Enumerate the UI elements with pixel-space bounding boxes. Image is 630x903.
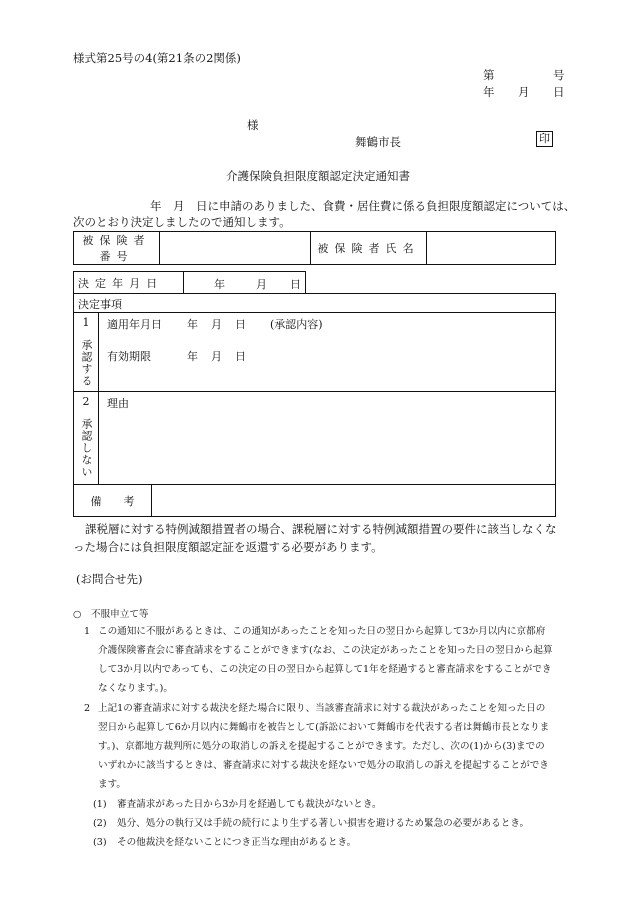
appeal-item-1-line-1: この通知に不服があるときは、この通知があったことを知った日の翌日から起算して3か月以内に京都府 — [98, 626, 546, 637]
intro-line-1: 年 月 日に申請のありました、食費・居住費に係る負担限度額認定については、 — [150, 199, 576, 213]
insured-name-label — [311, 232, 427, 265]
reject-number: 2 — [82, 395, 90, 408]
tax-note-line-1: 課税層に対する特例減額措置者の場合、課税層に対する特例減額措置の要件に該当しなくな — [85, 522, 557, 536]
appeal-sub-item-text: その他裁決を経ないことにつき正当な理由があるとき。 — [117, 837, 357, 848]
valid-period-label: 有効期限 — [107, 350, 151, 363]
application-month: 月 — [211, 318, 222, 331]
appeal-sub-item-text: 審査請求があった日から3か月を経過しても裁決がないとき。 — [117, 799, 382, 810]
decision-month: 月 — [256, 278, 267, 291]
insured-info-table — [73, 231, 556, 265]
decision-matters-header: 決定事項 — [74, 294, 556, 313]
reason-label: 理由 — [107, 397, 129, 410]
insured-number-label-text: 被保険者番号 — [82, 234, 151, 263]
seal-mark: 印 — [536, 131, 553, 147]
insured-name-field[interactable] — [427, 232, 556, 265]
reject-cell — [74, 392, 99, 485]
appeal-item-1-number: 1 — [84, 626, 91, 637]
appeal-item-2-line-2: 翌日から起算して6か月以内に舞鶴市を被告として(訴訟において舞鶴市を代表する者は舞鶴市長となりま — [98, 722, 550, 733]
tax-note-line-2: った場合には負担限度額認定証を返還する必要があります。 — [73, 540, 383, 554]
issue-month: 月 — [518, 85, 530, 99]
insured-name-label-text: 被保険者氏名 — [317, 242, 420, 255]
valid-day: 日 — [235, 350, 246, 363]
decision-matters-table — [73, 293, 556, 517]
recipient-suffix: 様 — [247, 118, 259, 132]
remarks-label-text: 備 考 — [90, 494, 135, 508]
approve-cell — [74, 313, 99, 392]
appeal-item-1 — [84, 622, 604, 698]
application-date-label: 適用年月日 — [107, 318, 162, 331]
decision-day: 日 — [290, 278, 301, 291]
application-year: 年 — [187, 318, 198, 331]
insured-number-label — [74, 232, 160, 265]
issue-year: 年 — [483, 85, 495, 99]
appeal-sub-item-number: (2) — [93, 818, 107, 829]
document-title: 介護保険負担限度額認定決定通知書 — [226, 169, 410, 183]
approve-content[interactable] — [99, 313, 556, 392]
appeal-item-2-line-5: ます。 — [98, 779, 127, 790]
appeal-sub-items — [93, 795, 613, 852]
appeal-item-2-number: 2 — [84, 703, 91, 714]
remarks-row[interactable] — [74, 485, 556, 517]
appeal-sub-item-number: (1) — [93, 799, 107, 810]
approval-content-label: (承認内容) — [270, 318, 323, 331]
appeal-sub-item — [93, 795, 613, 814]
decision-date-table — [73, 271, 306, 294]
appeal-heading: ○ 不服申立て等 — [73, 609, 149, 620]
appeal-sub-item — [93, 833, 613, 852]
appeal-item-2-line-4: いずれかに該当するときは、審査請求に対する裁決を経ないで処分の取消しの訴えを提起することができ — [98, 760, 549, 771]
decision-date-label-text: 決定年月日 — [78, 276, 164, 290]
appeal-item-1-line-3: して3か月以内であっても、この決定の日の翌日から起算して1年を経過すると審査請求をすることができ — [98, 664, 552, 675]
appeal-item-2 — [84, 699, 604, 794]
valid-year: 年 — [187, 350, 198, 363]
appeal-sub-item-number: (3) — [93, 837, 107, 848]
decision-date-label — [74, 272, 184, 294]
issue-day: 日 — [553, 85, 565, 99]
application-day: 日 — [235, 318, 246, 331]
appeal-sub-item — [93, 814, 613, 833]
reject-content[interactable] — [99, 392, 556, 485]
approve-label: 承認する — [80, 339, 93, 387]
appeal-sub-item-text: 処分、処分の執行又は手続の続行により生ずる著しい損害を避けるため緊急の必要があるとき。 — [117, 818, 530, 829]
decision-year: 年 — [214, 278, 225, 291]
remarks-label — [74, 485, 152, 516]
form-id: 様式第25号の4(第21条の2関係) — [73, 51, 241, 65]
tax-note — [73, 520, 573, 556]
contact-label: (お問合せ先) — [76, 572, 143, 586]
remarks-field[interactable] — [152, 485, 555, 516]
intro-line-2: 次のとおり決定しましたので通知します。 — [73, 215, 291, 229]
document-number-suffix: 号 — [553, 68, 565, 82]
appeal-item-1-line-4: なくなります。)。 — [98, 683, 173, 694]
decision-date-field[interactable] — [184, 272, 306, 294]
reject-label: 承認しない — [80, 418, 93, 478]
appeal-item-1-line-2: 介護保険審査会に審査請求をすることができます(なお、この決定があったことを知った日の翌日から起算 — [98, 645, 553, 656]
appeal-item-2-line-1: 上記1の審査請求に対する裁決を経た場合に限り、当該審査請求に対する裁決があったことを知った日の — [98, 703, 546, 714]
document-number-prefix: 第 — [483, 68, 495, 82]
valid-month: 月 — [211, 350, 222, 363]
approve-number: 1 — [82, 316, 90, 329]
appeal-item-2-line-3: す。)、京都地方裁判所に処分の取消しの訴えを提起することができます。ただし、次の(1)から(3)までの — [98, 741, 545, 752]
issuer-name: 舞鶴市長 — [355, 135, 401, 149]
insured-number-field[interactable] — [160, 232, 311, 265]
